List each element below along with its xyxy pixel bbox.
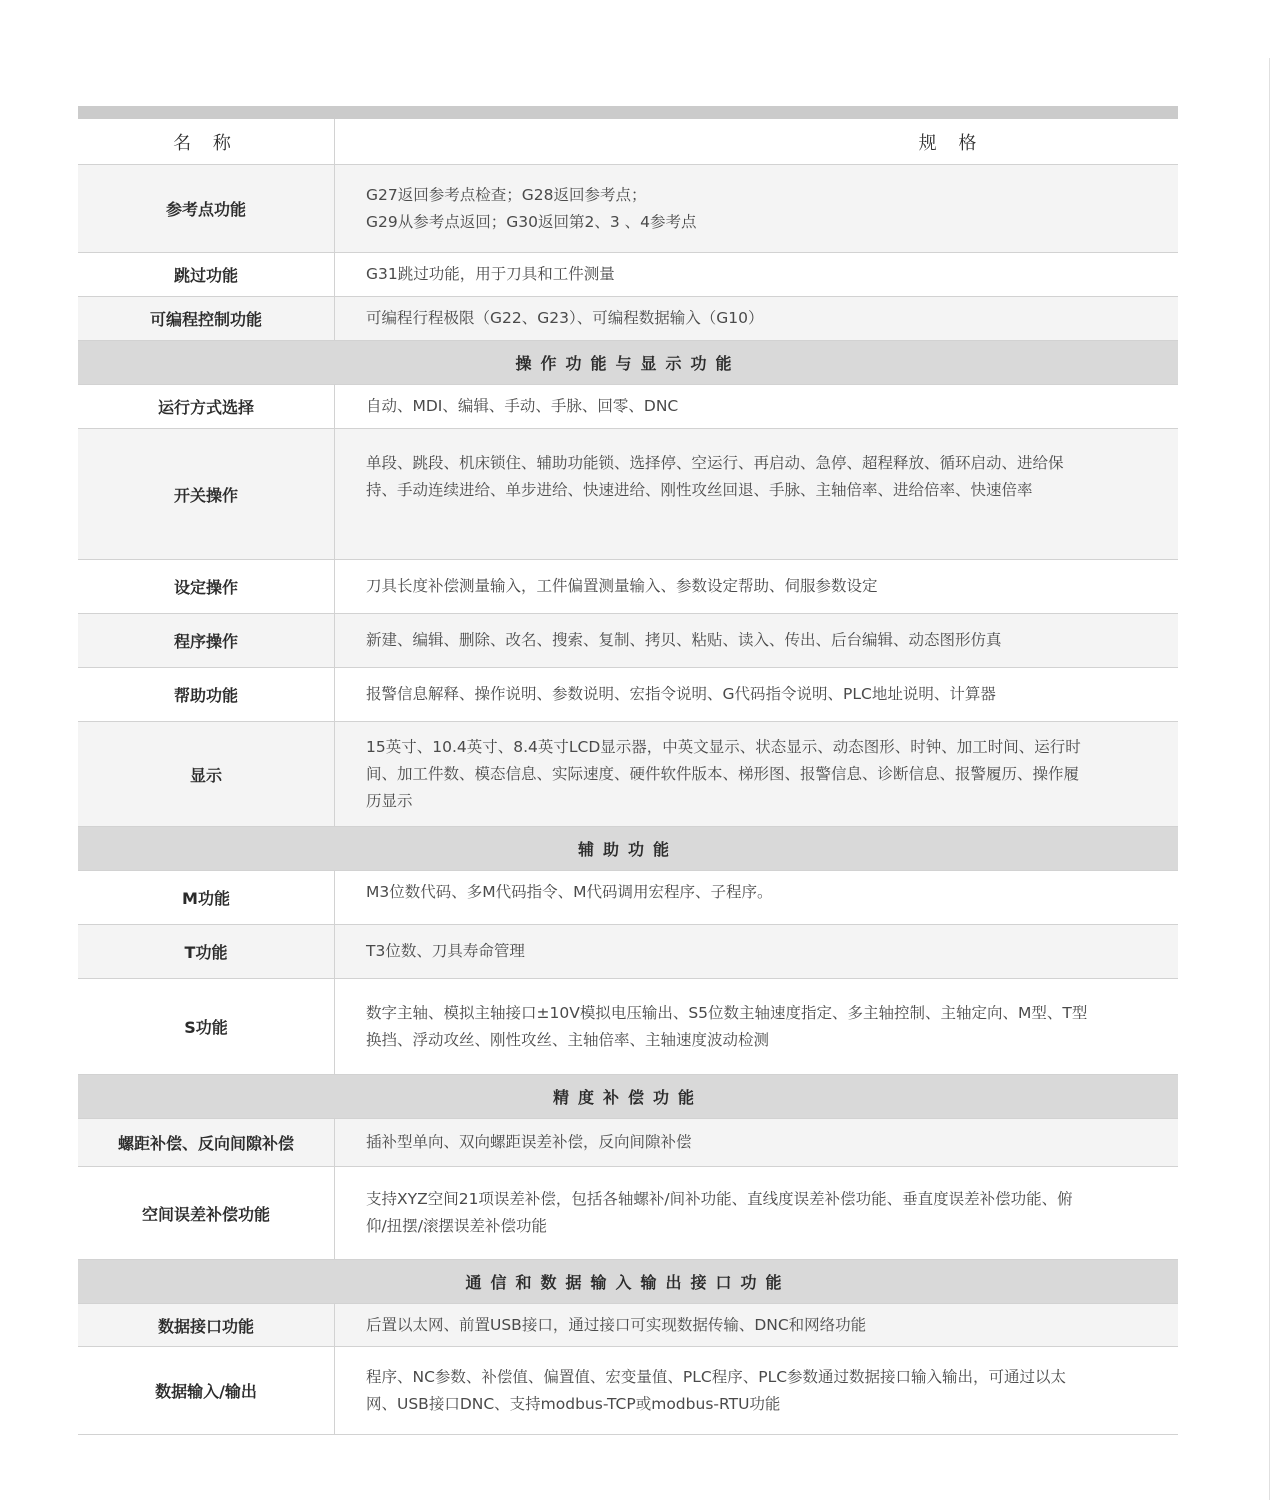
row-spec: 支持XYZ空间21项误差补偿，包括各轴螺补/间补功能、直线度误差补偿功能、垂直度误差补偿功能、俯仰/扭摆/滚摆误差补偿功能	[366, 1190, 1073, 1235]
table-row	[78, 1304, 1178, 1347]
table-row	[78, 297, 1178, 341]
row-name: 参考点功能	[78, 165, 335, 252]
table-row	[78, 560, 1178, 614]
row-spec: 自动、MDI、编辑、手动、手脉、回零、DNC	[366, 397, 679, 415]
spec-table	[78, 106, 1178, 1435]
row-name: 可编程控制功能	[78, 297, 335, 340]
row-name: 数据输入/输出	[78, 1347, 335, 1434]
row-name: S功能	[78, 979, 335, 1074]
table-row	[78, 1119, 1178, 1167]
row-spec: 插补型单向、双向螺距误差补偿，反向间隙补偿	[366, 1133, 692, 1151]
row-name: 数据接口功能	[78, 1304, 335, 1346]
row-name: 运行方式选择	[78, 385, 335, 428]
table-row	[78, 165, 1178, 253]
header-name: 名 称	[78, 119, 335, 164]
section-header-precision: 精度补偿功能	[78, 1075, 1178, 1119]
table-header-row	[78, 119, 1178, 165]
row-spec: G31跳过功能，用于刀具和工件测量	[366, 265, 615, 283]
row-spec: 可编程行程极限（G22、G23）、可编程数据输入（G10）	[366, 309, 764, 327]
table-row	[78, 668, 1178, 722]
page-edge-rule	[1269, 58, 1270, 1500]
table-row	[78, 979, 1178, 1075]
table-row	[78, 1167, 1178, 1260]
row-name: 显示	[78, 722, 335, 826]
row-name: 跳过功能	[78, 253, 335, 296]
table-top-bar	[78, 106, 1178, 119]
header-spec: 规 格	[918, 132, 985, 154]
row-name: 帮助功能	[78, 668, 335, 721]
row-spec: 程序、NC参数、补偿值、偏置值、宏变量值、PLC程序、PLC参数通过数据接口输入输出，可通过以太网、USB接口DNC、支持modbus-TCP或modbus-RTU功能	[366, 1367, 1067, 1413]
table-row	[78, 253, 1178, 297]
row-spec: T3位数、刀具寿命管理	[366, 942, 525, 960]
row-name: M功能	[78, 871, 335, 924]
table-row	[78, 429, 1178, 560]
row-name: 螺距补偿、反向间隙补偿	[78, 1119, 335, 1166]
row-spec: G27返回参考点检查；G28返回参考点； G29从参考点返回；G30返回第2、3 、4参考点	[366, 185, 697, 231]
row-spec: 后置以太网、前置USB接口，通过接口可实现数据传输、DNC和网络功能	[366, 1315, 867, 1334]
row-name: 程序操作	[78, 614, 335, 667]
row-spec: 单段、跳段、机床锁住、辅助功能锁、选择停、空运行、再启动、急停、超程释放、循环启动、进给保持、手动连续进给、单步进给、快速进给、刚性攻丝回退、手脉、主轴倍率、进给倍率、快速倍率	[366, 454, 1064, 499]
row-spec: 报警信息解释、操作说明、参数说明、宏指令说明、G代码指令说明、PLC地址说明、计算器	[366, 685, 996, 703]
section-header-operation: 操作功能与显示功能	[78, 341, 1178, 385]
table-row	[78, 1347, 1178, 1435]
table-row	[78, 614, 1178, 668]
table-row	[78, 925, 1178, 979]
row-name: 空间误差补偿功能	[78, 1167, 335, 1259]
row-name: T功能	[78, 925, 335, 978]
row-spec: M3位数代码、多M代码指令、M代码调用宏程序、子程序。	[366, 883, 773, 901]
section-header-aux: 辅助功能	[78, 827, 1178, 871]
row-spec: 数字主轴、模拟主轴接口±10V模拟电压输出、S5位数主轴速度指定、多主轴控制、主轴定向、M型、T型换挡、浮动攻丝、刚性攻丝、主轴倍率、主轴速度波动检测	[366, 1003, 1088, 1049]
table-row	[78, 722, 1178, 827]
row-spec: 刀具长度补偿测量输入，工件偏置测量输入、参数设定帮助、伺服参数设定	[366, 577, 878, 595]
row-name: 开关操作	[78, 429, 335, 559]
section-header-comm: 通信和数据输入输出接口功能	[78, 1260, 1178, 1304]
row-spec: 新建、编辑、删除、改名、搜索、复制、拷贝、粘贴、读入、传出、后台编辑、动态图形仿真	[366, 631, 1002, 649]
row-spec: 15英寸、10.4英寸、8.4英寸LCD显示器，中英文显示、状态显示、动态图形、时钟、加工时间、运行时间、加工件数、模态信息、实际速度、硬件软件版本、梯形图、报警信息、诊断信息、报警履历、操作履历显示	[366, 737, 1081, 810]
table-row	[78, 385, 1178, 429]
table-row	[78, 871, 1178, 925]
row-name: 设定操作	[78, 560, 335, 613]
